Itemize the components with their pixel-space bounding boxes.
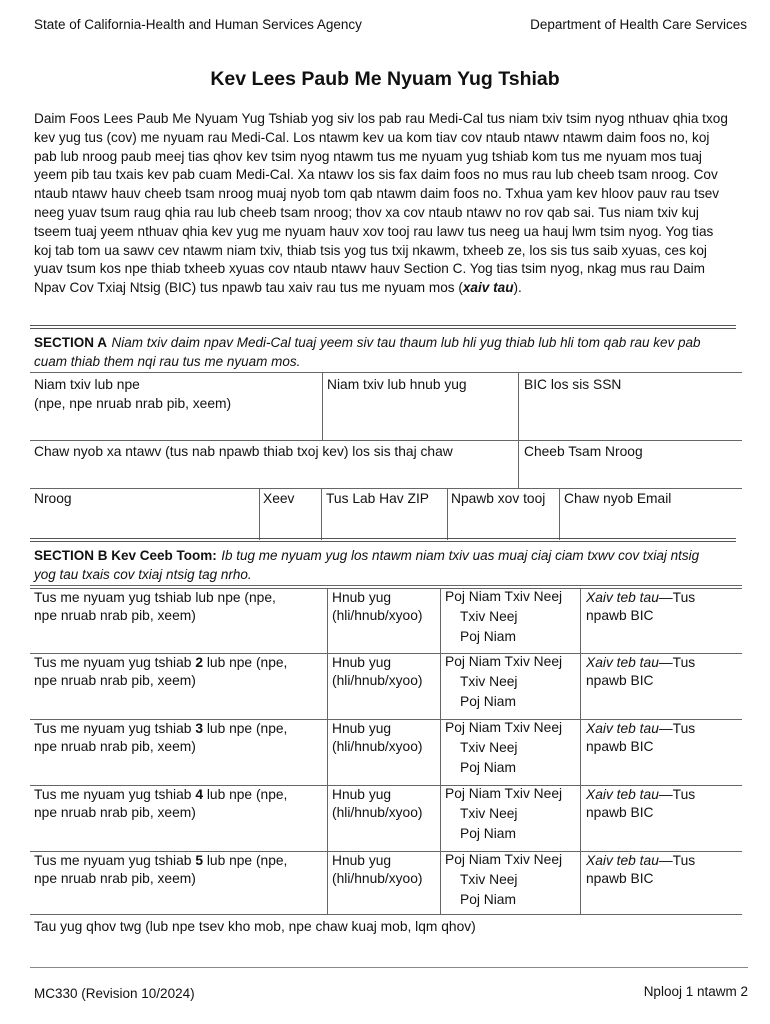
row-prefix: Tus me nyuam yug tshiab xyxy=(34,721,192,736)
row-line2: npe nruab nrab pib, xeem) xyxy=(34,871,196,886)
parent-dob-field[interactable] xyxy=(327,376,467,395)
email-field[interactable] xyxy=(564,490,671,509)
dob-label: Hnub yug xyxy=(332,721,392,736)
section-a-divider xyxy=(30,325,736,329)
newborn-bic-field[interactable] xyxy=(586,720,695,756)
dob-label: Hnub yug xyxy=(332,787,392,802)
grid-line xyxy=(30,372,742,373)
parent-name-sublabel: (npe, npe nruab nrab pib, xeem) xyxy=(34,395,232,411)
city-field[interactable] xyxy=(34,490,72,509)
district-field[interactable] xyxy=(524,443,643,462)
optional-label: Xaiv teb tau xyxy=(586,787,659,802)
dob-label: Hnub yug xyxy=(332,655,392,670)
state-field[interactable] xyxy=(263,490,294,509)
section-b-header xyxy=(34,546,724,584)
sex-option[interactable]: Poj Niam Txiv Neej xyxy=(445,589,563,604)
sex-option[interactable]: Poj Niam Txiv Neej xyxy=(445,654,563,669)
dob-format: (hli/hnub/xyoo) xyxy=(332,739,423,754)
dob-format: (hli/hnub/xyoo) xyxy=(332,608,423,623)
newborn-dob-field[interactable] xyxy=(332,654,423,690)
optional-line2: npawb BIC xyxy=(586,871,654,886)
newborn-name-field[interactable] xyxy=(34,720,287,756)
newborn-bic-field[interactable] xyxy=(586,654,695,690)
footer-rule xyxy=(30,967,748,968)
newborn-name-field[interactable] xyxy=(34,852,287,888)
intro-paragraph xyxy=(34,110,734,298)
newborn-sex-field[interactable] xyxy=(445,718,562,778)
optional-rest: —Tus xyxy=(658,787,696,802)
sex-option[interactable]: Poj Niam xyxy=(460,694,516,709)
phone-label: Npawb xov tooj xyxy=(451,491,546,506)
newborn-sex-field[interactable] xyxy=(445,784,562,844)
newborn-dob-field[interactable] xyxy=(332,720,423,756)
sex-option[interactable]: Txiv Neej xyxy=(460,872,518,887)
optional-label: Xaiv teb tau xyxy=(586,655,659,670)
bic-ssn-field[interactable] xyxy=(524,376,621,395)
optional-label: Xaiv teb tau xyxy=(586,721,659,736)
row-prefix: Tus me nyuam yug tshiab xyxy=(34,590,192,605)
optional-rest: —Tus xyxy=(658,655,696,670)
grid-line xyxy=(30,914,742,915)
row-suffix: lub npe (npe, xyxy=(206,721,288,736)
page-title: Kev Lees Paub Me Nyuam Yug Tshiab xyxy=(210,68,560,90)
address-label: Chaw nyob xa ntawv (tus nab npawb thiab txoj kev) los sis thaj chaw xyxy=(34,444,453,459)
city-label: Nroog xyxy=(34,491,72,506)
grid-line xyxy=(321,488,322,540)
section-a-instruction: Niam txiv daim npav Medi-Cal tuaj yeem siv tau thaum lub hli yug thiab lub hli tom qab rau kev pab cuam thiab them nqi rau tus me nyuam mos. xyxy=(34,335,701,369)
sex-option[interactable]: Poj Niam xyxy=(460,629,516,644)
department-header: Department of Health Care Services xyxy=(530,17,747,32)
newborn-sex-field[interactable] xyxy=(445,850,562,910)
row-line2: npe nruab nrab pib, xeem) xyxy=(34,805,196,820)
newborn-dob-field[interactable] xyxy=(332,589,423,625)
section-a-label: SECTION A xyxy=(34,335,108,350)
section-b-label: SECTION B Kev Ceeb Toom: xyxy=(34,548,217,563)
phone-field[interactable] xyxy=(451,490,545,509)
grid-line xyxy=(327,588,328,914)
intro-end: ). xyxy=(513,280,522,296)
row-suffix: lub npe (npe, xyxy=(206,655,288,670)
grid-line xyxy=(559,488,560,540)
sex-option[interactable]: Txiv Neej xyxy=(460,740,518,755)
grid-line xyxy=(518,372,519,488)
row-suffix: lub npe (npe, xyxy=(206,853,288,868)
row-prefix: Tus me nyuam yug tshiab xyxy=(34,787,192,802)
sex-option[interactable]: Poj Niam xyxy=(460,760,516,775)
sex-option[interactable]: Txiv Neej xyxy=(460,674,518,689)
dob-label: Hnub yug xyxy=(332,590,392,605)
newborn-name-field[interactable] xyxy=(34,786,287,822)
grid-line xyxy=(259,488,260,540)
sex-option[interactable]: Txiv Neej xyxy=(460,806,518,821)
sex-option[interactable]: Poj Niam Txiv Neej xyxy=(445,786,563,801)
parent-dob-label: Niam txiv lub hnub yug xyxy=(327,377,467,392)
optional-rest: —Tus xyxy=(658,590,696,605)
newborn-sex-field[interactable] xyxy=(445,587,562,647)
section-a-header xyxy=(34,333,734,371)
sex-option[interactable]: Txiv Neej xyxy=(460,609,518,624)
intro-emphasis: xaiv tau xyxy=(462,280,514,296)
row-number: 4 xyxy=(195,787,203,802)
grid-line xyxy=(30,488,742,489)
dob-format: (hli/hnub/xyoo) xyxy=(332,805,423,820)
newborn-dob-field[interactable] xyxy=(332,786,423,822)
birthplace-label: Tau yug qhov twg (lub npe tsev kho mob, npe chaw kuaj mob, lqm qhov) xyxy=(34,919,476,934)
grid-line xyxy=(30,440,742,441)
sex-option[interactable]: Poj Niam xyxy=(460,826,516,841)
grid-line xyxy=(447,488,448,540)
bic-ssn-label: BIC los sis SSN xyxy=(524,377,622,392)
agency-header: State of California-Health and Human Services Agency xyxy=(34,17,362,32)
dob-label: Hnub yug xyxy=(332,853,392,868)
sex-option[interactable]: Poj Niam xyxy=(460,892,516,907)
section-b-divider xyxy=(30,538,736,542)
newborn-name-field[interactable] xyxy=(34,589,276,625)
zip-label: Tus Lab Hav ZIP xyxy=(326,491,430,506)
optional-label: Xaiv teb tau xyxy=(586,590,659,605)
grid-line xyxy=(580,588,581,914)
newborn-bic-field[interactable] xyxy=(586,589,695,625)
row-number: 5 xyxy=(195,853,203,868)
state-label: Xeev xyxy=(263,491,295,506)
newborn-sex-field[interactable] xyxy=(445,652,562,712)
section-b-instruction: Ib tug me nyuam yug los ntawm niam txiv uas muaj ciaj ciam txwv cov txiaj ntsig yog tau txais cov txiaj ntsig tag nrho. xyxy=(34,548,700,582)
row-prefix: Tus me nyuam yug tshiab xyxy=(34,655,192,670)
row-prefix: Tus me nyuam yug tshiab xyxy=(34,853,192,868)
newborn-name-field[interactable] xyxy=(34,654,287,690)
parent-name-label: Niam txiv lub npe xyxy=(34,377,140,392)
parent-name-field[interactable] xyxy=(34,376,231,413)
optional-line2: npawb BIC xyxy=(586,673,654,688)
grid-line xyxy=(440,588,441,914)
row-number: 3 xyxy=(195,721,203,736)
birthplace-field[interactable] xyxy=(34,918,476,937)
address-field[interactable] xyxy=(34,443,453,462)
optional-line2: npawb BIC xyxy=(586,608,654,623)
dob-format: (hli/hnub/xyoo) xyxy=(332,673,423,688)
form-id: MC330 (Revision 10/2024) xyxy=(34,986,195,1001)
row-line2: npe nruab nrab pib, xeem) xyxy=(34,673,196,688)
optional-rest: —Tus xyxy=(658,853,696,868)
sex-option[interactable]: Poj Niam Txiv Neej xyxy=(445,852,563,867)
optional-line2: npawb BIC xyxy=(586,805,654,820)
optional-label: Xaiv teb tau xyxy=(586,853,659,868)
grid-line xyxy=(322,372,323,440)
intro-text: Daim Foos Lees Paub Me Nyuam Yug Tshiab yog siv los pab rau Medi-Cal tus niam txiv tsim nyog nthuav qhia txog kev yug tus (cov) me nyuam rau Medi-Cal. Los ntawm kev ua kom tiav cov ntaub ntawv ntawm daim foos no, koj pab lub nroog paub meej tias qhov kev tsim nyog ntawm tus me nyuam yug tshiab kom tus me nyuam mos tuaj yeem pib tau txais kev pab cuam Medi-Cal. Xa ntawv los sis fax daim foos no mus rau lub cheeb tsam nroog. Cov ntaub ntawv hauv cheeb tsam nroog muaj nyob tom qab ntawm daim foos no. Txhua yam kev hloov pauv rau tsev neeg yuav tsum raug qhia rau lub cheeb tsam nroog; thov xa cov ntaub ntawv no rov qab sai. Tus niam txiv kuj tseem tuaj yeem nthuav qhia kev yug me nyuam hauv xov tooj rau lawv tus neeg ua hauj lwm tsim nyog. Yog tias koj tab tom ua sawv cev ntawm niam txiv, thiab tsis yog tus txij nkawm, txheeb ze, los sis tus saib xyuas, ces koj yuav tsum kos npe thiab txheeb xyuas cov ntaub ntawv hauv Section C. Yog tias tsim nyog, nkag mus rau Daim Npav Cov Txiaj Ntsig (BIC) tus npawb tau xaiv rau tus me nyuam mos ( xyxy=(34,111,728,296)
row-number: 2 xyxy=(195,655,203,670)
zip-field[interactable] xyxy=(326,490,429,509)
newborn-bic-field[interactable] xyxy=(586,786,695,822)
newborn-bic-field[interactable] xyxy=(586,852,695,888)
district-label: Cheeb Tsam Nroog xyxy=(524,444,643,459)
email-label: Chaw nyob Email xyxy=(564,491,672,506)
row-line2: npe nruab nrab pib, xeem) xyxy=(34,608,196,623)
dob-format: (hli/hnub/xyoo) xyxy=(332,871,423,886)
optional-rest: —Tus xyxy=(658,721,696,736)
optional-line2: npawb BIC xyxy=(586,739,654,754)
page-number: Nplooj 1 ntawm 2 xyxy=(643,984,748,999)
newborn-dob-field[interactable] xyxy=(332,852,423,888)
row-suffix: lub npe (npe, xyxy=(206,787,288,802)
sex-option[interactable]: Poj Niam Txiv Neej xyxy=(445,720,563,735)
row-suffix: lub npe (npe, xyxy=(195,590,276,605)
row-line2: npe nruab nrab pib, xeem) xyxy=(34,739,196,754)
